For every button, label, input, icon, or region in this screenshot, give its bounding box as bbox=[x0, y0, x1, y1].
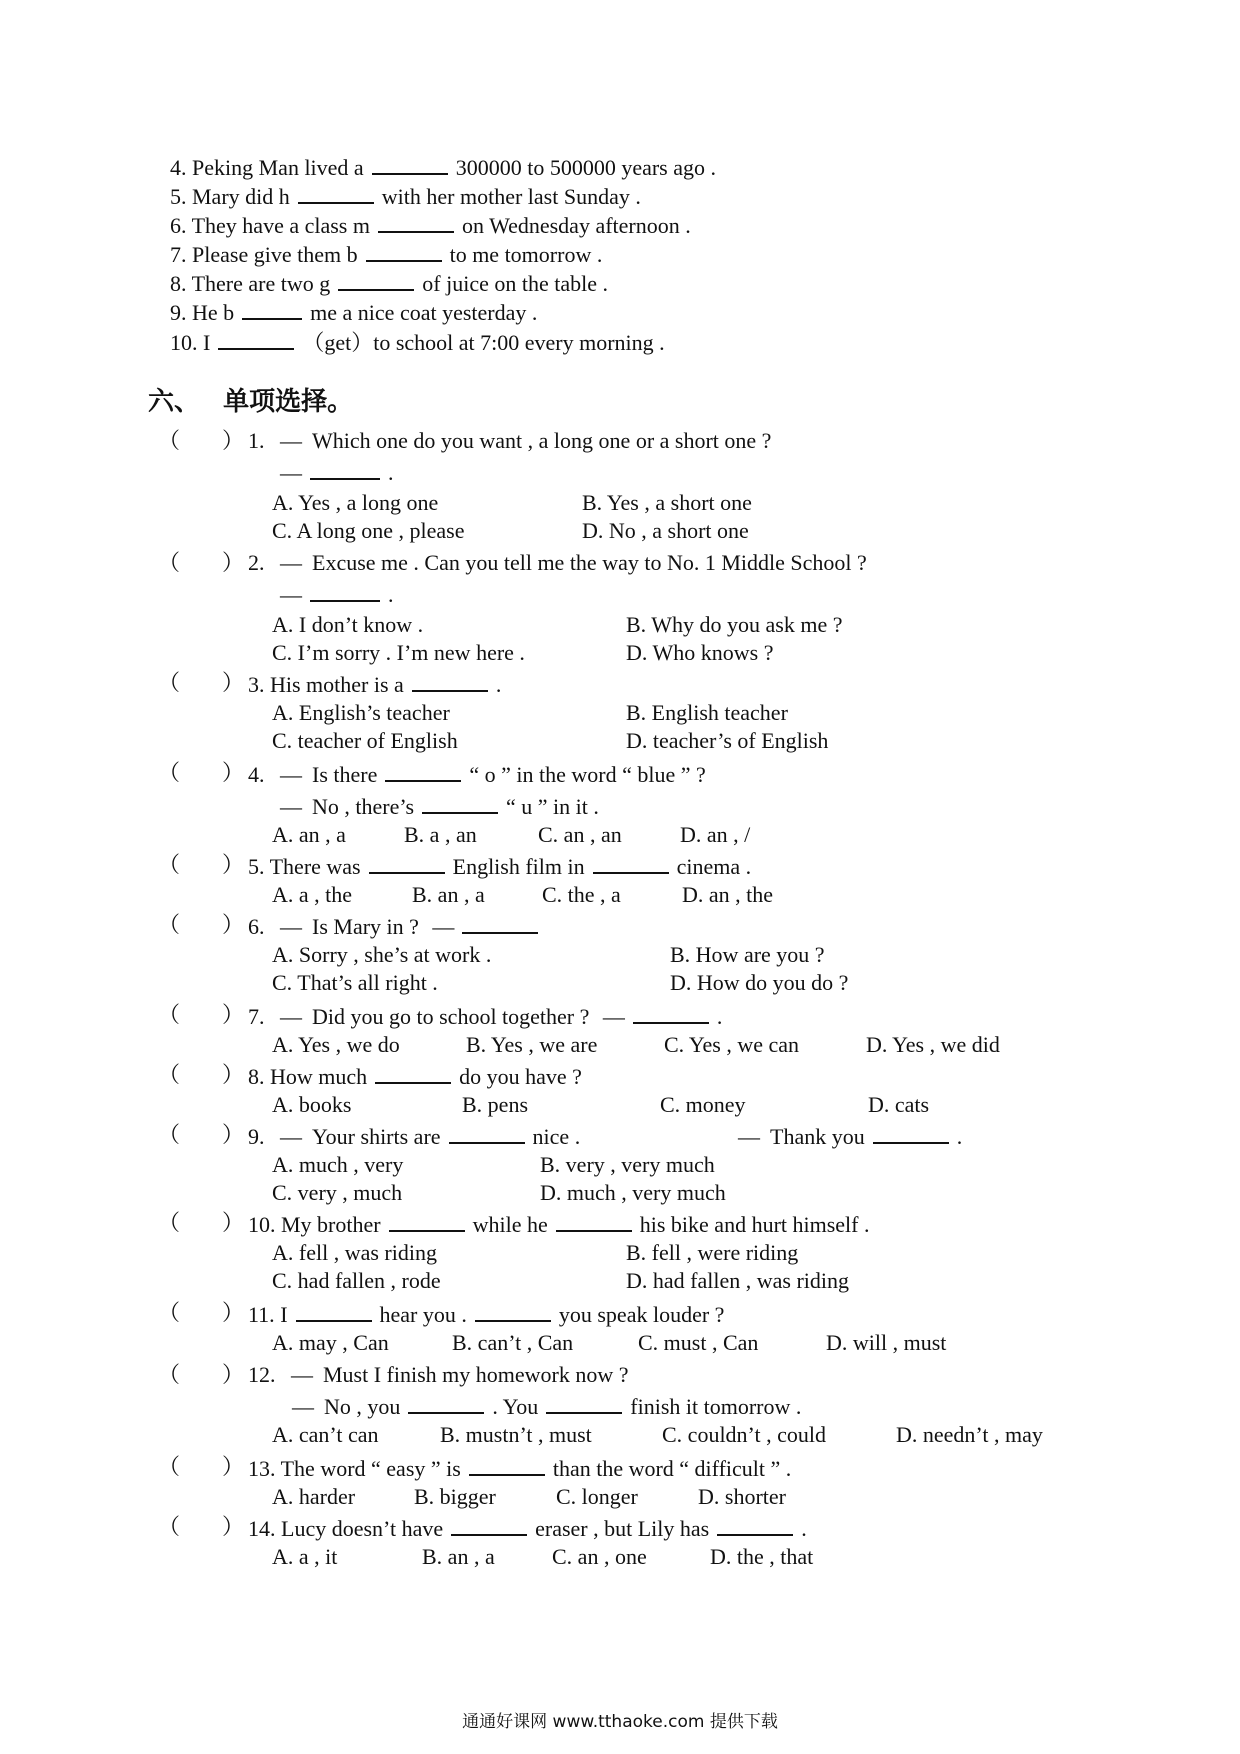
answer-blank[interactable] bbox=[372, 153, 448, 175]
option-a[interactable]: A. Sorry , she’s at work . bbox=[272, 942, 492, 967]
answer-blank[interactable] bbox=[385, 760, 461, 782]
question-11 bbox=[248, 1300, 724, 1328]
option-d[interactable]: D. will , must bbox=[826, 1330, 947, 1355]
question-text: No , there’s bbox=[312, 794, 415, 819]
fill-item-4 bbox=[170, 153, 716, 181]
answer-paren-close: ） bbox=[222, 428, 245, 453]
period: . bbox=[801, 1516, 807, 1541]
question-text: His mother is a bbox=[270, 672, 404, 697]
fill-item-6 bbox=[170, 211, 691, 239]
fill-item-text: to me tomorrow . bbox=[449, 242, 603, 267]
option-d[interactable]: D. an , / bbox=[680, 822, 751, 847]
option-b[interactable]: B. pens bbox=[462, 1092, 528, 1117]
answer-paren-close: ） bbox=[222, 1062, 245, 1087]
dash: — bbox=[432, 914, 455, 939]
option-d[interactable]: D. needn’t , may bbox=[896, 1422, 1043, 1447]
answer-blank[interactable] bbox=[375, 1062, 451, 1084]
answer-blank[interactable] bbox=[475, 1300, 551, 1322]
option-b[interactable]: B. an , a bbox=[412, 882, 485, 907]
option-d[interactable]: D. had fallen , was riding bbox=[626, 1268, 849, 1293]
answer-paren-open: （ bbox=[158, 670, 181, 695]
option-d[interactable]: D. Yes , we did bbox=[866, 1032, 1000, 1057]
fill-item-text: on Wednesday afternoon . bbox=[461, 213, 691, 238]
period: . bbox=[388, 582, 394, 607]
option-b[interactable]: B. very , very much bbox=[540, 1152, 715, 1177]
option-c[interactable]: C. I’m sorry . I’m new here . bbox=[272, 640, 525, 665]
fill-item-text: 7. Please give them b bbox=[170, 242, 358, 267]
fill-item-8 bbox=[170, 269, 608, 297]
option-b[interactable]: B. a , an bbox=[404, 822, 477, 847]
dash: — bbox=[280, 914, 302, 939]
fill-item-text: 4. Peking Man lived a bbox=[170, 155, 364, 180]
question-text: nice . bbox=[532, 1124, 581, 1149]
answer-paren-close: ） bbox=[222, 1514, 245, 1539]
question-text: Excuse me . Can you tell me the way to No. 1 Middle School ? bbox=[312, 550, 867, 575]
fill-item-text: （get）to school at 7:00 every morning . bbox=[302, 330, 665, 355]
question-text: Is there bbox=[312, 762, 378, 787]
option-a[interactable]: A. I don’t know . bbox=[272, 612, 424, 637]
option-d[interactable]: D. cats bbox=[868, 1092, 930, 1117]
option-a[interactable]: A. much , very bbox=[272, 1152, 404, 1177]
answer-paren-open: （ bbox=[158, 760, 181, 785]
fill-item-text: of juice on the table . bbox=[422, 271, 608, 296]
answer-paren-close: ） bbox=[222, 670, 245, 695]
answer-paren-open: （ bbox=[158, 1122, 181, 1147]
option-b[interactable]: B. bigger bbox=[414, 1484, 496, 1509]
dash: — bbox=[280, 428, 302, 453]
option-c[interactable]: C. couldn’t , could bbox=[662, 1422, 826, 1447]
option-c[interactable]: C. the , a bbox=[542, 882, 621, 907]
question-text: Did you go to school together ? bbox=[312, 1004, 590, 1029]
option-c[interactable]: C. Yes , we can bbox=[664, 1032, 800, 1057]
question-2-reply bbox=[280, 580, 394, 608]
option-c[interactable]: C. had fallen , rode bbox=[272, 1268, 441, 1293]
option-a[interactable]: A. English’s teacher bbox=[272, 700, 450, 725]
question-number: 6. bbox=[248, 914, 265, 939]
option-a[interactable]: A. Yes , we do bbox=[272, 1032, 400, 1057]
dash: — bbox=[280, 582, 302, 607]
answer-blank[interactable] bbox=[310, 580, 380, 602]
question-3 bbox=[248, 670, 501, 698]
answer-paren-open: （ bbox=[158, 1300, 181, 1325]
answer-blank[interactable] bbox=[338, 269, 414, 291]
option-a[interactable]: A. a , the bbox=[272, 882, 353, 907]
option-c[interactable]: C. an , an bbox=[538, 822, 622, 847]
question-9-reply bbox=[738, 1122, 962, 1150]
question-text: eraser , but Lily has bbox=[535, 1516, 710, 1541]
question-text: I bbox=[280, 1302, 288, 1327]
answer-paren-close: ） bbox=[222, 550, 245, 575]
question-number: 1. bbox=[248, 428, 265, 453]
answer-paren-open: （ bbox=[158, 852, 181, 877]
answer-paren-close: ） bbox=[222, 760, 245, 785]
question-text: you speak louder ? bbox=[558, 1302, 725, 1327]
dash: — bbox=[280, 794, 302, 819]
option-c[interactable]: C. That’s all right . bbox=[272, 970, 438, 995]
period: . bbox=[388, 460, 394, 485]
answer-blank[interactable] bbox=[389, 1210, 465, 1232]
option-a[interactable]: A. Yes , a long one bbox=[272, 490, 439, 515]
answer-blank[interactable] bbox=[366, 240, 442, 262]
option-b[interactable]: B. can’t , Can bbox=[452, 1330, 574, 1355]
question-text: “ o ” in the word “ blue ” ? bbox=[469, 762, 706, 787]
option-d[interactable]: D. Who knows ? bbox=[626, 640, 774, 665]
question-9 bbox=[248, 1122, 580, 1150]
dash: — bbox=[280, 1124, 302, 1149]
option-a[interactable]: A. fell , was riding bbox=[272, 1240, 437, 1265]
question-1 bbox=[248, 428, 771, 454]
answer-blank[interactable] bbox=[556, 1210, 632, 1232]
question-text: than the word “ difficult ” . bbox=[552, 1456, 792, 1481]
answer-blank[interactable] bbox=[593, 852, 669, 874]
answer-blank[interactable] bbox=[310, 458, 380, 480]
answer-blank[interactable] bbox=[462, 912, 538, 934]
dash: — bbox=[292, 1394, 314, 1419]
period: . bbox=[495, 672, 502, 697]
question-text: Thank you bbox=[770, 1124, 865, 1149]
dash: — bbox=[280, 762, 302, 787]
question-text: finish it tomorrow . bbox=[630, 1394, 802, 1419]
answer-blank[interactable] bbox=[298, 182, 374, 204]
question-text: Which one do you want , a long one or a short one ? bbox=[312, 428, 772, 453]
option-d[interactable]: D. teacher’s of English bbox=[626, 728, 829, 753]
answer-paren-close: ） bbox=[222, 1122, 245, 1147]
option-b[interactable]: B. Yes , we are bbox=[466, 1032, 598, 1057]
section-title: 单项选择。 bbox=[223, 387, 354, 417]
fill-item-text: with her mother last Sunday . bbox=[381, 184, 641, 209]
question-14 bbox=[248, 1514, 807, 1542]
question-text: Your shirts are bbox=[312, 1124, 441, 1149]
question-4-reply bbox=[280, 792, 599, 820]
fill-item-10 bbox=[170, 328, 665, 356]
option-d[interactable]: D. an , the bbox=[682, 882, 774, 907]
question-number: 2. bbox=[248, 550, 265, 575]
option-a[interactable]: A. books bbox=[272, 1092, 352, 1117]
fill-item-text: 8. There are two g bbox=[170, 271, 331, 296]
answer-paren-open: （ bbox=[158, 1062, 181, 1087]
question-number: 11. bbox=[248, 1302, 275, 1327]
question-text: while he bbox=[472, 1212, 548, 1237]
dash: — bbox=[602, 1004, 625, 1029]
question-number: 9. bbox=[248, 1124, 265, 1149]
answer-blank[interactable] bbox=[873, 1122, 949, 1144]
option-d[interactable]: D. much , very much bbox=[540, 1180, 726, 1205]
option-c[interactable]: C. longer bbox=[556, 1484, 638, 1509]
answer-paren-close: ） bbox=[222, 852, 245, 877]
answer-paren-close: ） bbox=[222, 1300, 245, 1325]
fill-item-7 bbox=[170, 240, 602, 268]
question-7 bbox=[248, 1002, 722, 1030]
question-13 bbox=[248, 1454, 791, 1482]
question-text: How much bbox=[270, 1064, 368, 1089]
answer-blank[interactable] bbox=[469, 1454, 545, 1476]
question-number: 3. bbox=[248, 672, 265, 697]
answer-paren-open: （ bbox=[158, 428, 181, 453]
answer-paren-close: ） bbox=[222, 1454, 245, 1479]
option-c[interactable]: C. money bbox=[660, 1092, 746, 1117]
period: . bbox=[956, 1124, 963, 1149]
question-12 bbox=[248, 1362, 629, 1388]
question-5 bbox=[248, 852, 751, 880]
answer-paren-open: （ bbox=[158, 1514, 181, 1539]
question-text: Must I finish my homework now ? bbox=[323, 1362, 629, 1387]
question-text: No , you bbox=[324, 1394, 401, 1419]
section-number: 六、 bbox=[148, 387, 201, 417]
question-number: 14. bbox=[248, 1516, 276, 1541]
question-text: Is Mary in ? bbox=[312, 914, 419, 939]
option-b[interactable]: B. fell , were riding bbox=[626, 1240, 799, 1265]
question-number: 8. bbox=[248, 1064, 265, 1089]
question-text: English film in bbox=[452, 854, 585, 879]
answer-paren-close: ） bbox=[222, 1210, 245, 1235]
answer-blank[interactable] bbox=[451, 1514, 527, 1536]
option-c[interactable]: C. A long one , please bbox=[272, 518, 465, 543]
dash: — bbox=[280, 550, 302, 575]
option-a[interactable]: A. a , it bbox=[272, 1544, 338, 1569]
fill-item-5 bbox=[170, 182, 641, 210]
question-number: 4. bbox=[248, 762, 265, 787]
option-a[interactable]: A. can’t can bbox=[272, 1422, 379, 1447]
question-number: 10. bbox=[248, 1212, 276, 1237]
question-text: There was bbox=[269, 854, 361, 879]
option-a[interactable]: A. harder bbox=[272, 1484, 356, 1509]
answer-blank[interactable] bbox=[378, 211, 454, 233]
answer-blank[interactable] bbox=[296, 1300, 372, 1322]
question-text: “ u ” in it . bbox=[506, 794, 599, 819]
option-a[interactable]: A. an , a bbox=[272, 822, 346, 847]
option-c[interactable]: C. must , Can bbox=[638, 1330, 759, 1355]
option-c[interactable]: C. teacher of English bbox=[272, 728, 458, 753]
question-number: 13. bbox=[248, 1456, 276, 1481]
question-number: 5. bbox=[248, 854, 265, 879]
answer-blank[interactable] bbox=[242, 298, 302, 320]
option-c[interactable]: C. an , one bbox=[552, 1544, 647, 1569]
answer-paren-close: ） bbox=[222, 912, 245, 937]
question-text: Lucy doesn’t have bbox=[281, 1516, 444, 1541]
option-b[interactable]: B. Why do you ask me ? bbox=[626, 612, 843, 637]
answer-blank[interactable] bbox=[717, 1514, 793, 1536]
question-4 bbox=[248, 760, 706, 788]
option-d[interactable]: D. the , that bbox=[710, 1544, 814, 1569]
question-text: . You bbox=[492, 1394, 539, 1419]
fill-item-text: 300000 to 500000 years ago . bbox=[455, 155, 716, 180]
dash: — bbox=[738, 1124, 760, 1149]
question-12-reply bbox=[292, 1392, 801, 1420]
option-b[interactable]: B. mustn’t , must bbox=[440, 1422, 592, 1447]
option-c[interactable]: C. very , much bbox=[272, 1180, 403, 1205]
answer-blank[interactable] bbox=[412, 670, 488, 692]
fill-item-text: 9. He b bbox=[170, 300, 235, 325]
option-b[interactable]: B. How are you ? bbox=[670, 942, 825, 967]
fill-item-text: 6. They have a class m bbox=[170, 213, 370, 238]
option-b[interactable]: B. an , a bbox=[422, 1544, 495, 1569]
fill-item-9 bbox=[170, 298, 537, 326]
question-number: 12. bbox=[248, 1362, 276, 1387]
answer-blank[interactable] bbox=[449, 1122, 525, 1144]
answer-paren-close: ） bbox=[222, 1362, 245, 1387]
question-text: do you have ? bbox=[459, 1064, 582, 1089]
question-10 bbox=[248, 1210, 870, 1238]
answer-blank[interactable] bbox=[218, 328, 294, 350]
option-b[interactable]: B. Yes , a short one bbox=[582, 490, 752, 515]
answer-blank[interactable] bbox=[408, 1392, 484, 1414]
fill-item-text: 10. I bbox=[170, 330, 211, 355]
section-heading bbox=[148, 387, 353, 417]
question-text: My brother bbox=[281, 1212, 381, 1237]
page-footer: 通通好课网 www.tthaoke.com 提供下载 bbox=[462, 1712, 778, 1732]
option-b[interactable]: B. English teacher bbox=[626, 700, 788, 725]
answer-paren-open: （ bbox=[158, 912, 181, 937]
question-8 bbox=[248, 1062, 582, 1090]
question-text: his bike and hurt himself . bbox=[639, 1212, 870, 1237]
answer-paren-close: ） bbox=[222, 1002, 245, 1027]
dash: — bbox=[280, 1004, 302, 1029]
question-text: The word “ easy ” is bbox=[280, 1456, 461, 1481]
answer-paren-open: （ bbox=[158, 550, 181, 575]
answer-paren-open: （ bbox=[158, 1210, 181, 1235]
question-number: 7. bbox=[248, 1004, 265, 1029]
dash: — bbox=[280, 460, 302, 485]
question-text: hear you . bbox=[379, 1302, 467, 1327]
dash: — bbox=[291, 1362, 313, 1387]
period: . bbox=[716, 1004, 723, 1029]
fill-item-text: me a nice coat yesterday . bbox=[310, 300, 538, 325]
question-2 bbox=[248, 550, 867, 576]
option-a[interactable]: A. may , Can bbox=[272, 1330, 389, 1355]
option-d[interactable]: D. No , a short one bbox=[582, 518, 749, 543]
question-text: cinema . bbox=[676, 854, 752, 879]
answer-blank[interactable] bbox=[546, 1392, 622, 1414]
answer-paren-open: （ bbox=[158, 1362, 181, 1387]
answer-paren-open: （ bbox=[158, 1002, 181, 1027]
question-6 bbox=[248, 912, 546, 940]
fill-item-text: 5. Mary did h bbox=[170, 184, 290, 209]
answer-blank[interactable] bbox=[633, 1002, 709, 1024]
answer-paren-open: （ bbox=[158, 1454, 181, 1479]
answer-blank[interactable] bbox=[422, 792, 498, 814]
question-1-reply bbox=[280, 458, 394, 486]
answer-blank[interactable] bbox=[369, 852, 445, 874]
option-d[interactable]: D. How do you do ? bbox=[670, 970, 849, 995]
option-d[interactable]: D. shorter bbox=[698, 1484, 786, 1509]
